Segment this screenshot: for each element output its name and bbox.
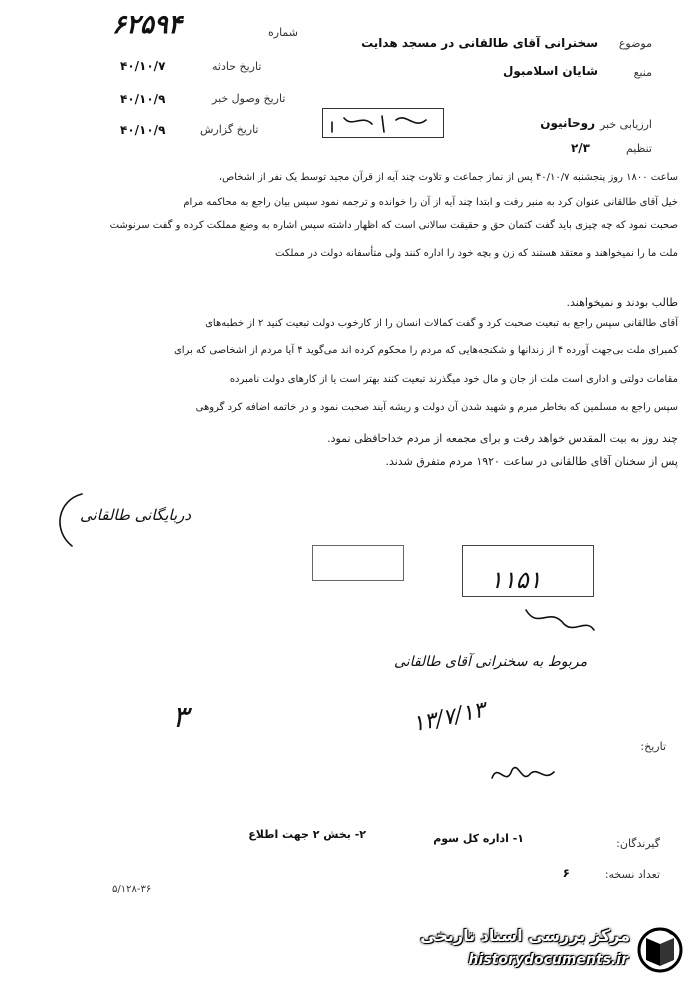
book-emblem-icon [636, 924, 684, 976]
handwritten-number: ۶۲۵۹۴ [112, 10, 182, 40]
recipients-label: گیرندگان: [616, 837, 660, 850]
report-date-value: ۴۰/۱۰/۹ [120, 123, 166, 137]
handwritten-reference-note: مربوط به سخنرانی آقای طالقانی [394, 654, 588, 670]
number-label: شماره [268, 26, 299, 39]
accident-date-value: ۴۰/۱۰/۷ [120, 59, 166, 73]
receipt-date-value: ۴۰/۱۰/۹ [120, 92, 166, 106]
report-line-5: طالب بودند و نمیخواهند. [566, 296, 678, 309]
recipient-1: ۱- اداره کل سوم [433, 832, 524, 845]
report-date-label: تاریخ گزارش [200, 123, 259, 136]
report-line-10: چند روز به بیت المقدس خواهد رفت و برای مجمعه از مردم خداحافظی نمود. [327, 432, 678, 445]
subject-value: سخنرانی آقای طالقانی در مسجد هدایت [361, 36, 598, 50]
evaluation-label: ارزیابی خبر [599, 118, 652, 131]
report-line-2: خیل آقای طالقانی عنوان کرد به منبر رفت و ابتدا چند آیه از آن را خوانده و ترجمه نمود سپس بیان راجع به محاکمه مرام [183, 197, 678, 208]
faded-stamp-box-1 [312, 545, 404, 581]
report-line-8: مقامات دولتی و اداری است ملت از جان و مال خود میگذرند تبعیت کنند بهتر است یا از کارهای دولت نامبرده [229, 374, 678, 385]
stamp-tail-scribble [520, 600, 600, 640]
accident-date-label: تاریخ حادثه [212, 60, 262, 73]
header-stamp-scribble [322, 108, 442, 136]
report-line-9: سپس راجع به مسلمین که بخاطر مبرم و شهید شدن آن دولت و ریشه آیند صحبت نمود و در خاتمه اضافه کرد گروهی [195, 402, 678, 413]
handwritten-archive-note: دربایگانی طالقانی [80, 506, 192, 524]
copy-value: ۲/۳ [570, 141, 590, 155]
subject-label: موضوع [618, 37, 652, 50]
report-line-11: پس از سخنان آقای طالقانی در ساعت ۱۹۲۰ مردم متفرق شدند. [385, 455, 678, 468]
copies-value: ۶ [562, 866, 570, 880]
report-line-6: آقای طالقانی سپس راجع به تبعیت صحبت کرد و گفت کمالات انسان را از کارخوب دولت تبعیت کنید ۲ از خطبه‌های [205, 318, 678, 329]
report-line-3: صحبت نمود که چه چیزی باید گفت کتمان حق و حقیقت سالانی است که اظهار داشته سپس اشاره به وضع مملکت کرده و گفت سرنوشت [109, 220, 678, 231]
watermark-url: historydocuments.ir [468, 952, 628, 968]
recipient-2: ۲- بخش ۲ جهت اطلاع [248, 828, 366, 841]
report-line-7: کمبرای ملت بی‌جهت آورده ۴ از زندانها و شکنجه‌هایی که مردم را محکوم کرده اند می‌گوید ۴ آیا مردم از اشخاصی که برای [173, 345, 678, 356]
watermark-title: مرکز بررسی اسناد تاریخی [420, 926, 630, 945]
report-line-4: ملت ما را نمیخواهند و معتقد هستند که زن و بچه خود را اداره کنند ولی متأسفانه دولت در مملکت [275, 248, 678, 259]
source-label: منبع [633, 66, 652, 79]
box-handwritten-digits: ۱۱۵۱ [490, 566, 542, 594]
copies-label: تعداد نسخه: [604, 868, 660, 881]
document-code: ۵/۱۲۸-۳۶ [112, 884, 152, 895]
receipt-date-label: تاریخ وصول خبر [212, 92, 286, 105]
handwritten-signature-date: ۱۳/۷/۱۳ [410, 697, 488, 738]
report-line-1: ساعت ۱۸۰۰ روز پنجشنبه ۴۰/۱۰/۷ پس از نماز جماعت و تلاوت چند آیه از قرآن مجید توسط یک نفر از اشخاص، [218, 172, 678, 183]
signature-scribble [488, 758, 558, 792]
watermark [420, 922, 688, 978]
handwritten-page-number: ۳ [172, 700, 189, 735]
archive-note-bracket [48, 490, 88, 550]
source-value: شایان اسلامبول [502, 64, 598, 78]
evaluation-value: روحانیون [540, 116, 595, 130]
date-label: تاریخ: [640, 740, 666, 753]
copy-label: تنظیم [625, 142, 652, 155]
